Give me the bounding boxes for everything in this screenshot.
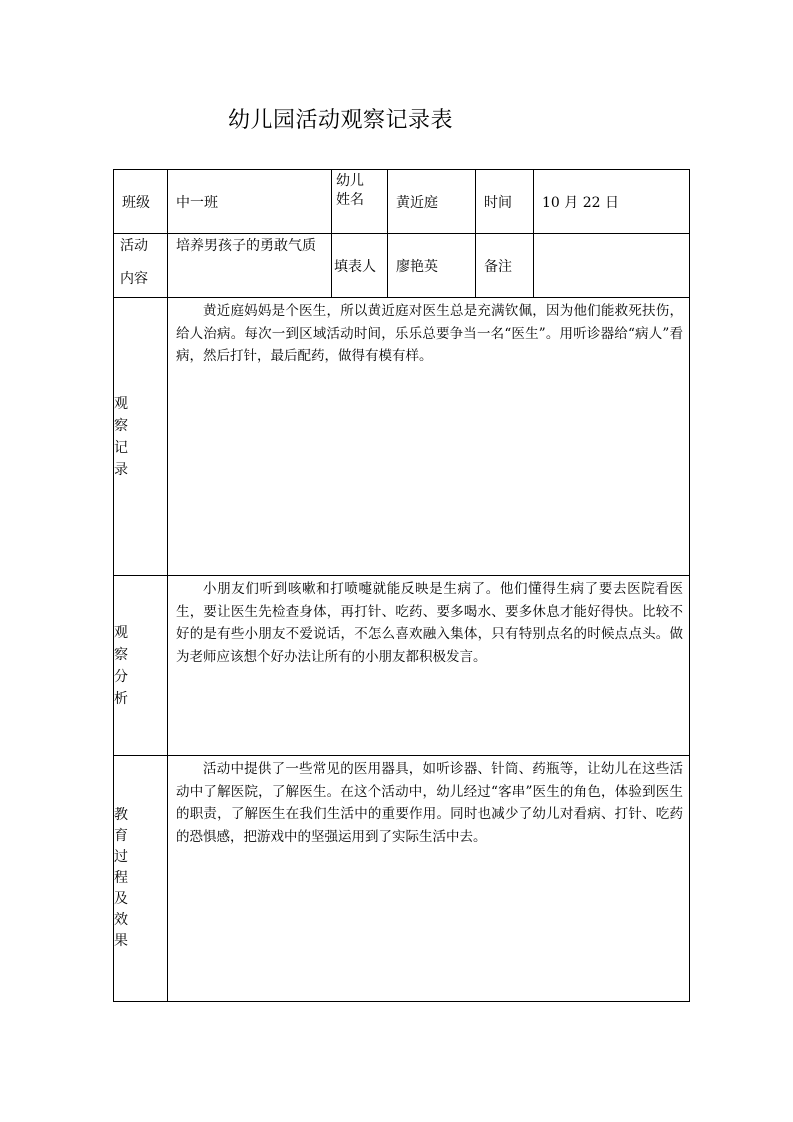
child-name-value: 黄近庭	[388, 170, 476, 234]
education-content	[168, 756, 690, 1002]
analysis-label-char: 观	[114, 624, 128, 641]
record-label	[114, 298, 168, 576]
education-label-char: 程	[114, 870, 128, 886]
analysis-text: 小朋友们听到咳嗽和打喷嚏就能反映是生病了。他们懂得生病了要去医院看医生，要让医生先检查身体，再打针、吃药、要多喝水、要多休息才能好得快。比较不好的是有些小朋友不爱说话，不怎么喜欢融入集体，只有特别点名的时候点点头。做为老师应该想个好办法让所有的小朋友都积极发言。	[176, 581, 683, 665]
remark-label: 备注	[476, 234, 534, 298]
observation-table	[113, 169, 690, 1002]
child-name-label-line1: 幼儿	[336, 173, 364, 189]
page-title: 幼儿园活动观察记录表	[228, 108, 454, 133]
record-label-char: 记	[114, 439, 128, 456]
education-text: 活动中提供了一些常见的医用器具，如听诊器、针筒、药瓶等，让幼儿在这些活动中了解医院，了解医生。在这个活动中，幼儿经过“客串”医生的角色，体验到医生的职责，了解医生在我们生活中的重要作用。同时也减少了幼儿对看病、打针、吃药的恐惧感，把游戏中的坚强运用到了实际生活中去。	[176, 761, 683, 845]
education-label-char: 效	[114, 912, 128, 928]
analysis-label-char: 分	[114, 668, 128, 685]
remark-value	[534, 234, 690, 298]
child-name-label-line2: 姓名	[336, 192, 364, 208]
analysis-content	[168, 576, 690, 756]
record-text: 黄近庭妈妈是个医生，所以黄近庭对医生总是充满钦佩，因为他们能救死扶伤，给人治病。每次一到区域活动时间，乐乐总要争当一名“医生”。用听诊器给“病人”看病，然后打针，最后配药，做得有模有样。	[176, 303, 683, 364]
education-label-char: 过	[114, 849, 128, 865]
activity-label-line2: 内容	[120, 271, 148, 287]
time-value: 10 月 22 日	[534, 170, 690, 234]
row-education	[114, 756, 690, 1002]
analysis-label	[114, 576, 168, 756]
education-label-char: 果	[114, 933, 128, 949]
record-label-char: 观	[114, 395, 128, 412]
record-label-char: 察	[114, 417, 128, 434]
education-label-char: 及	[114, 891, 128, 907]
row-analysis	[114, 576, 690, 756]
time-label: 时间	[476, 170, 534, 234]
filler-label: 填表人	[332, 234, 388, 298]
class-label: 班级	[114, 170, 168, 234]
analysis-label-char: 析	[114, 690, 128, 707]
class-value: 中一班	[168, 170, 332, 234]
education-label-char: 教	[114, 807, 128, 823]
row-basic-info	[114, 170, 690, 234]
activity-value: 培养男孩子的勇敢气质	[168, 234, 332, 298]
row-activity	[114, 234, 690, 298]
row-record	[114, 298, 690, 576]
filler-value: 廖艳英	[388, 234, 476, 298]
record-label-char: 录	[114, 461, 128, 478]
activity-label-line1: 活动	[120, 238, 148, 254]
education-label-char: 育	[114, 828, 128, 844]
education-label	[114, 756, 168, 1002]
analysis-label-char: 察	[114, 646, 128, 663]
record-content	[168, 298, 690, 576]
activity-label	[114, 234, 168, 298]
child-name-label	[332, 170, 388, 234]
